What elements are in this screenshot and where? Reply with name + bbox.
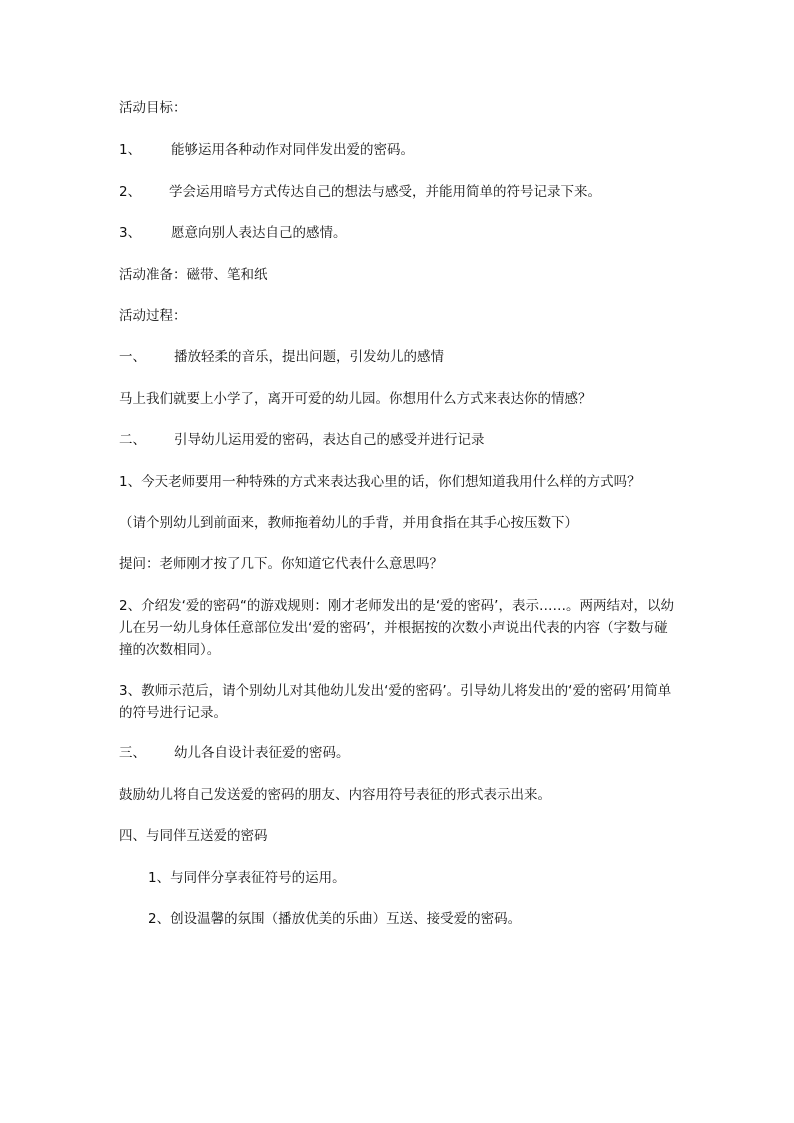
goal-item-3 xyxy=(119,222,679,244)
step-4-heading: 四、与同伴互送爱的密码 xyxy=(119,828,268,844)
goal-item-1 xyxy=(119,139,679,161)
step-title: 引导幼儿运用爱的密码，表达自己的感受并进行记录 xyxy=(174,432,485,448)
goal-text: 能够运用各种动作对同伴发出爱的密码。 xyxy=(171,142,414,158)
step-number: 三、 xyxy=(119,745,146,761)
step-number: 二、 xyxy=(119,432,146,448)
step-4-item-1: 1、与同伴分享表征符号的运用。 xyxy=(148,870,346,886)
goal-number: 2、 xyxy=(119,184,142,200)
step-1-text: 马上我们就要上小学了，离开可爱的幼儿园。你想用什么方式来表达你的情感？ xyxy=(119,391,592,407)
step-2-paragraph-1: 1、今天老师要用一种特殊的方式来表达我心里的话，你们想知道我用什么样的方式吗？ xyxy=(119,474,641,490)
goal-text: 学会运用暗号方式传达自己的想法与感受，并能用简单的符号记录下来。 xyxy=(169,184,601,200)
preparation-line: 活动准备：磁带、笔和纸 xyxy=(119,267,268,283)
step-3-text: 鼓励幼儿将自己发送爱的密码的朋友、内容用符号表征的形式表示出来。 xyxy=(119,787,551,803)
step-2-paragraph-2: （请个别幼儿到前面来，教师拖着幼儿的手背，并用食指在其手心按压数下） xyxy=(119,515,578,531)
step-1-heading xyxy=(119,346,679,368)
step-title: 幼儿各自设计表征爱的密码。 xyxy=(174,745,350,761)
step-2-paragraph-3: 提问：老师刚才按了几下。你知道它代表什么意思吗？ xyxy=(119,556,443,572)
goal-item-2 xyxy=(119,181,679,203)
goal-text: 愿意向别人表达自己的感情。 xyxy=(171,225,347,241)
step-title: 播放轻柔的音乐，提出问题，引发幼儿的感情 xyxy=(174,349,444,365)
step-number: 一、 xyxy=(119,349,146,365)
process-heading: 活动过程： xyxy=(119,308,187,324)
goal-number: 1、 xyxy=(119,142,142,158)
step-3-heading xyxy=(119,742,679,764)
step-2-paragraph-4: 2、介绍发‘爱的密码“的游戏规则：刚才老师发出的是‘爱的密码’，表示……。两两结对，以幼儿在另一幼儿身体任意部位发出‘爱的密码’，并根据按的次数小声说出代表的内容（字数与碰撞的次数相同）。 xyxy=(119,598,674,658)
step-2-paragraph-5: 3、教师示范后，请个别幼儿对其他幼儿发出‘爱的密码’。引导幼儿将发出的‘爱的密码’用简单的符号进行记录。 xyxy=(119,683,672,721)
goals-heading: 活动目标： xyxy=(119,100,187,116)
step-2-heading xyxy=(119,429,679,451)
step-4-item-2: 2、创设温馨的氛围（播放优美的乐曲）互送、接受爱的密码。 xyxy=(148,911,522,927)
goal-number: 3、 xyxy=(119,225,142,241)
